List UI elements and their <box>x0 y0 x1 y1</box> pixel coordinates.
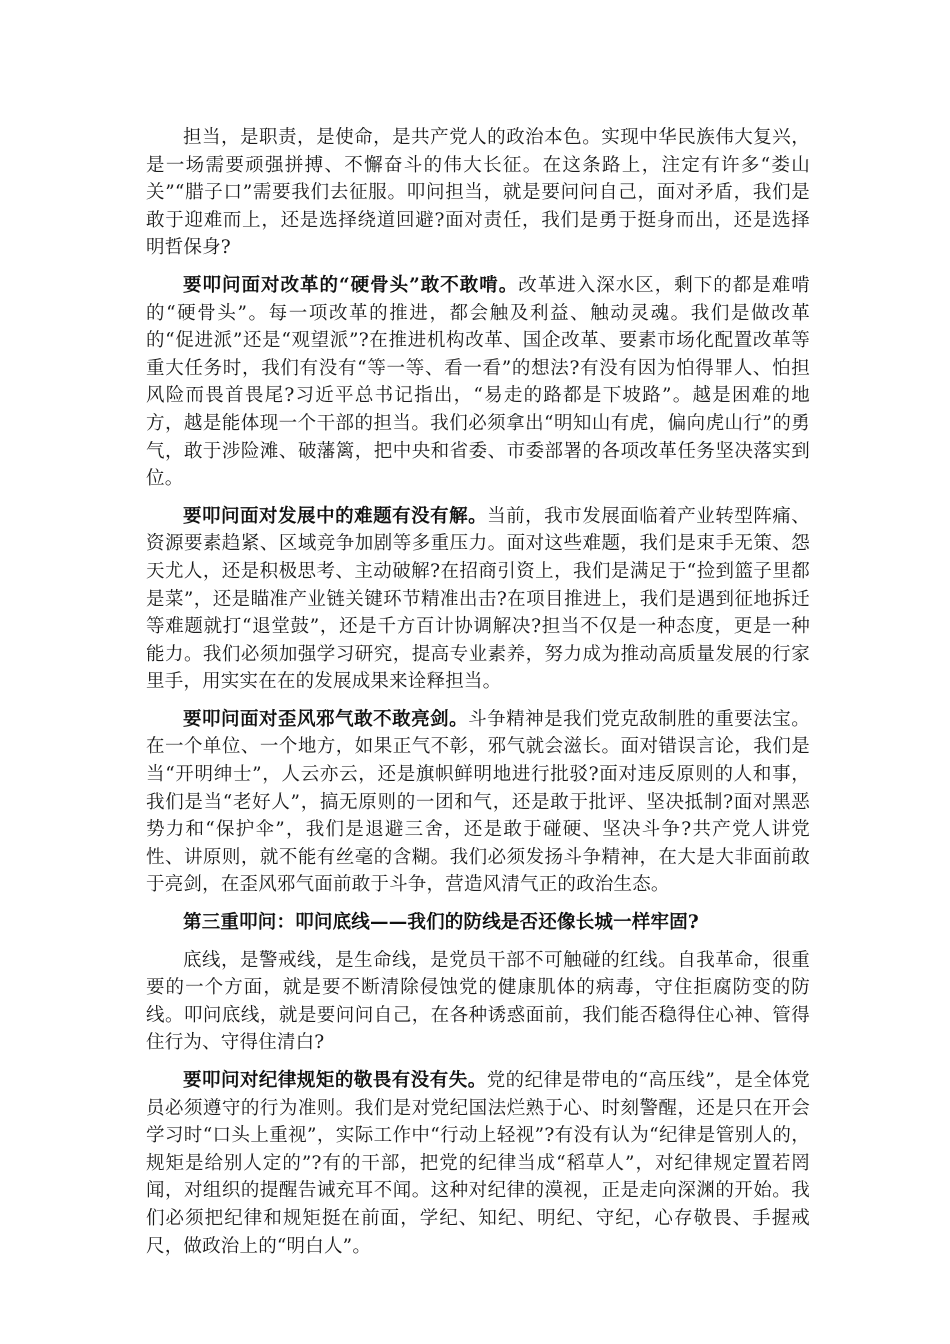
paragraph-lead: 要叩问对纪律规矩的敬畏有没有失。 <box>183 1070 487 1091</box>
paragraph-struggle <box>146 706 810 899</box>
section-heading: 第三重叩问：叩问底线——我们的防线是否还像长城一样牢固? <box>183 912 699 934</box>
paragraph-discipline <box>146 1067 810 1260</box>
paragraph-bottom-line <box>146 947 810 1057</box>
paragraph-text: 改革进入深水区，剩下的都是难啃的“硬骨头”。每一项改革的推进，都会触及利益、触动灵魂。我们是做改革的“促进派”还是“观望派”?在推进机构改革、国企改革、要素市场化配置改革等重大任务时，我们有没有“等一等、看一看”的想法?有没有因为怕得罪人、怕担风险而畏首畏尾?习近平总书记指出，“易走的路都是下坡路”。越是困难的地方，越是能体现一个干部的担当。我们必须拿出“明知山有虎，偏向虎山行”的勇气，敢于涉险滩、破藩篱，把中央和省委、市委部署的各项改革任务坚决落实到位。 <box>146 274 810 490</box>
paragraph-text: 斗争精神是我们党克敌制胜的重要法宝。在一个单位、一个地方，如果正气不彰，邪气就会滋长。面对错误言论，我们是当“开明绅士”，人云亦云，还是旗帜鲜明地进行批驳?面对违反原则的人和事，我们是当“老好人”，搞无原则的一团和气，还是敢于批评、坚决抵制?面对黑恶势力和“保护伞”，我们是退避三舍，还是敢于碰硬、坚决斗争?共产党人讲党性、讲原则，就不能有丝毫的含糊。我们必须发扬斗争精神，在大是大非面前敢于亮剑，在歪风邪气面前敢于斗争，营造风清气正的政治生态。 <box>146 708 810 896</box>
document-page <box>146 124 810 1270</box>
paragraph-reform <box>146 272 810 493</box>
paragraph-lead: 要叩问面对歪风邪气敢不敢亮剑。 <box>183 708 469 730</box>
paragraph-responsibility-intro <box>146 124 810 262</box>
paragraph-text: 担当，是职责，是使命，是共产党人的政治本色。实现中华民族伟大复兴，是一场需要顽强拼搏、不懈奋斗的伟大长征。在这条路上，注定有许多“娄山关”“腊子口”需要我们去征服。叩问担当，就是要问问自己，面对矛盾，我们是敢于迎难而上，还是选择绕道回避?面对责任，我们是勇于挺身而出，还是选择明哲保身? <box>146 127 810 259</box>
paragraph-text: 当前，我市发展面临着产业转型阵痛、资源要素趋紧、区域竞争加剧等多重压力。面对这些难题，我们是束手无策、怨天尤人，还是积极思考、主动破解?在招商引资上，我们是满足于“捡到篮子里都是菜”，还是瞄准产业链关键环节精准出击?在项目推进上，我们是遇到征地拆迁等难题就打“退堂鼓”，还是千方百计协调解决?担当不仅是一种态度，更是一种能力。我们必须加强学习研究，提高专业素养，努力成为推动高质量发展的行家里手，用实实在在的发展成果来诠释担当。 <box>146 505 811 693</box>
paragraph-development <box>146 503 810 696</box>
paragraph-text: 党的纪律是带电的“高压线”，是全体党员必须遵守的行为准则。我们是对党纪国法烂熟于心、时刻警醒，还是只在开会学习时“口头上重视”，实际工作中“行动上轻视”?有没有认为“纪律是管别人的，规矩是给别人定的”?有的干部，把党的纪律当成“稻草人”，对纪律规定置若罔闻，对组织的提醒告诫充耳不闻。这种对纪律的漠视，正是走向深渊的开始。我们必须把纪律和规矩挺在前面，学纪、知纪、明纪、守纪，心存敬畏、手握戒尺，做政治上的“明白人”。 <box>146 1070 810 1257</box>
paragraph-lead: 要叩问面对改革的“硬骨头”敢不敢啃。 <box>183 274 519 296</box>
paragraph-lead: 要叩问面对发展中的难题有没有解。 <box>183 505 488 527</box>
paragraph-text: 底线，是警戒线，是生命线，是党员干部不可触碰的红线。自我革命，很重要的一个方面，就是要不断清除侵蚀党的健康肌体的病毒，守住拒腐防变的防线。叩问底线，就是要问问自己，在各种诱惑面前，我们能否稳得住心神、管得住行为、守得住清白? <box>146 949 810 1054</box>
